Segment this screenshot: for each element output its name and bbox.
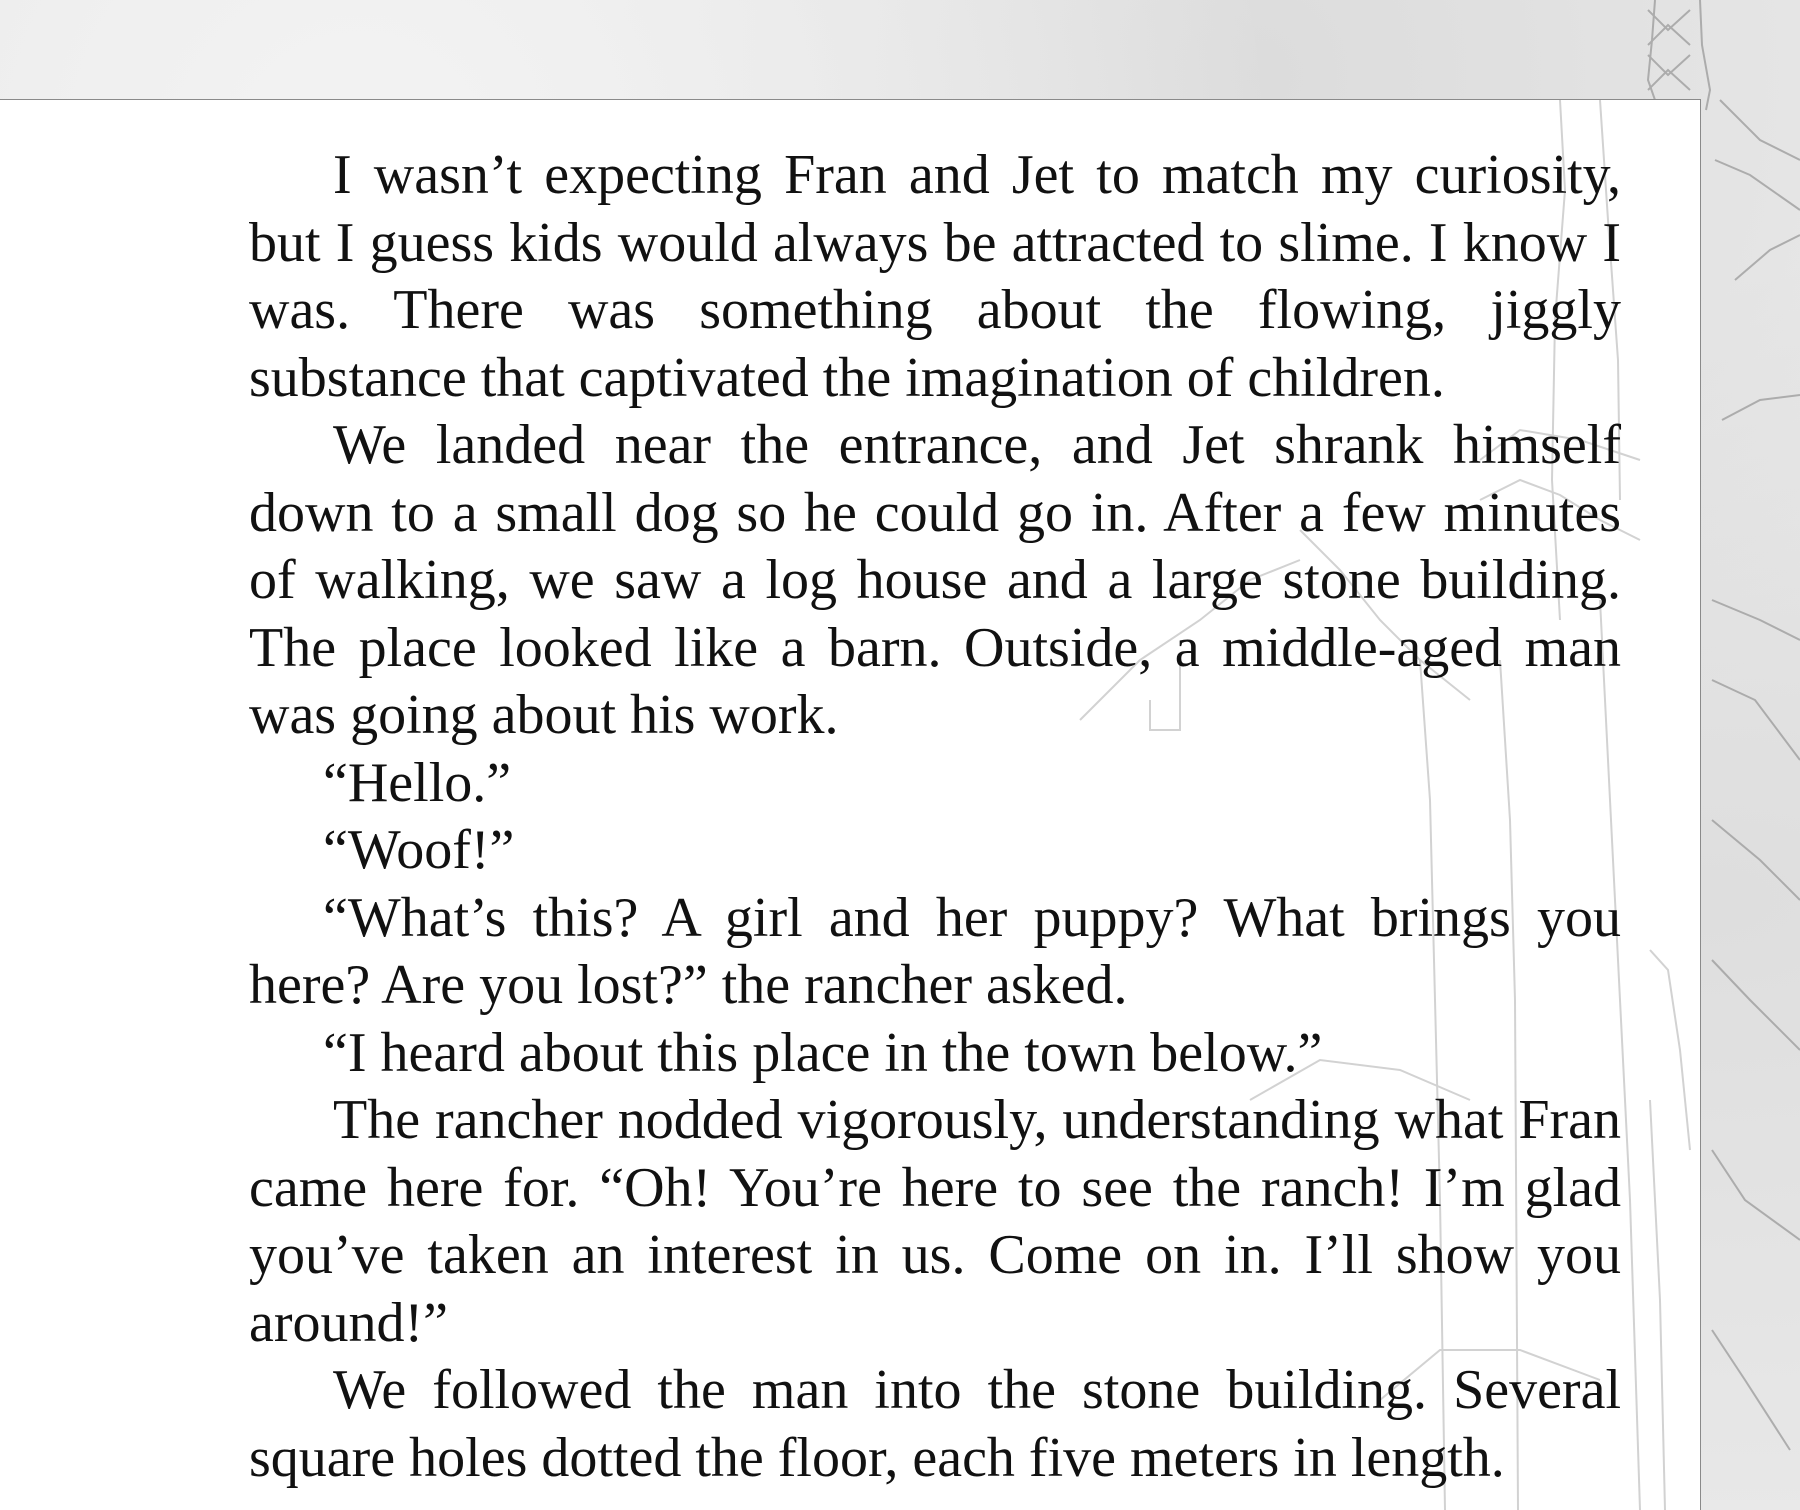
paragraph-2: We landed near the entrance, and Jet shrank himself down to a small dog so he could go in. After a few minutes of walking, we saw a log house and a large stone building. The place looked like a barn. Outside, a middle-aged man was going about his work. xyxy=(249,414,1621,746)
book-page xyxy=(0,99,1701,1510)
paragraph-stone-building: We followed the man into the stone building. Several square holes dotted the floor, each five meters in length. xyxy=(249,1359,1621,1489)
paragraph-rancher-welcome: The rancher nodded vigorously, understanding what Fran came here for. “Oh! You’re here to see the ranch! I’m glad you’ve taken an interest in us. Come on in. I’ll show you around!” xyxy=(249,1089,1621,1354)
dialogue-hello: “Hello.” xyxy=(323,751,512,814)
dialogue-rancher-question: “What’s this? A girl and her puppy? What brings you here? Are you lost?” the rancher asked. xyxy=(249,886,1621,1016)
paragraph-1: I wasn’t expecting Fran and Jet to match my curiosity, but I guess kids would always be attracted to slime. I know I was. There was something about the flowing, jiggly substance that captivated the imagination of children. xyxy=(249,144,1621,409)
dialogue-fran-reply: “I heard about this place in the town below.” xyxy=(323,1021,1323,1084)
dialogue-woof: “Woof!” xyxy=(323,819,515,881)
story-text xyxy=(249,142,1621,1492)
